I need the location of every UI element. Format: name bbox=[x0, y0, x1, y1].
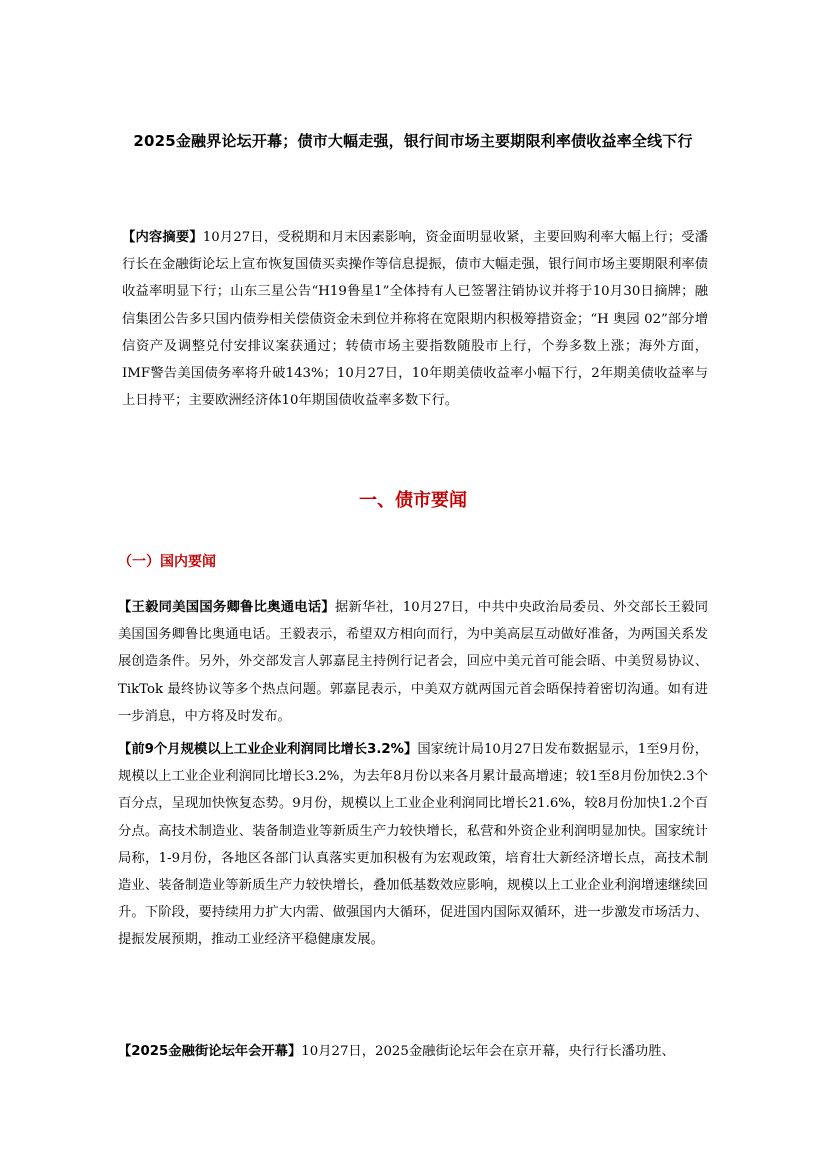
news-item bbox=[118, 594, 708, 730]
abstract-label: 【内容摘要】 bbox=[122, 230, 203, 245]
subsection-heading: （一）国内要闻 bbox=[118, 554, 216, 570]
news-headline: 【2025金融街论坛年会开幕】 bbox=[118, 1044, 302, 1059]
news-item bbox=[118, 736, 708, 954]
document-title: 2025金融界论坛开幕；债市大幅走强，银行间市场主要期限利率债收益率全线下行 bbox=[133, 132, 693, 150]
news-body: 10月27日，2025金融街论坛年会在京开幕，央行行长潘功胜、 bbox=[301, 1044, 675, 1059]
news-headline: 【王毅同美国国务卿鲁比奥通电话】 bbox=[118, 600, 335, 615]
abstract-text: 10月27日，受税期和月末因素影响，资金面明显收紧，主要回购利率大幅上行；受潘行长在金融街论坛上宣布恢复国债买卖操作等信息提振，债市大幅走强，银行间市场主要期限利率债收益率明显下行；山东三星公告“H19鲁星1”全体持有人已签署注销协议并将于10月30日摘牌；融信集团公告多只国内债券相关偿债资金未到位并称将在宽限期内积极筹措资金；“H 奥园 02”部分增信资产及调整兑付安排议案获通过；转债市场主要指数随股市上行，个券多数上涨；海外方面，IMF警告美国债务率将升破143%；10月27日，10年期美债收益率小幅下行，2年期美债收益率与上日持平；主要欧洲经济体10年期国债收益率多数下行。 bbox=[122, 230, 708, 409]
news-body: 国家统计局10月27日发布数据显示，1至9月份，规模以上工业企业利润同比增长3.2%，为去年8月份以来各月累计最高增速；较1至8月份加快2.3个百分点，呈现加快恢复态势。9月份，规模以上工业企业利润同比增长21.6%，较8月份加快1.2个百分点。高技术制造业、装备制造业等新质生产力较快增长，私营和外资企业利润明显加快。国家统计局称，1-9月份，各地区各部门认真落实更加积极有为宏观政策，培育壮大新经济增长点，高技术制造业、装备制造业等新质生产力较快增长，叠加低基数效应影响，规模以上工业企业利润增速继续回升。下阶段，要持续用力扩大内需、做强国内大循环，促进国内国际双循环，进一步激发市场活力、提振发展预期，推动工业经济平稳健康发展。 bbox=[118, 742, 708, 948]
news-item bbox=[118, 1038, 708, 1065]
section-heading: 一、债市要闻 bbox=[359, 490, 467, 511]
abstract-paragraph bbox=[122, 224, 708, 414]
news-body: 据新华社，10月27日，中共中央政治局委员、外交部长王毅同美国国务卿鲁比奥通电话。王毅表示，希望双方相向而行，为中美高层互动做好准备，为两国关系发展创造条件。另外，外交部发言人郭嘉昆主持例行记者会，回应中美元首可能会晤、中美贸易协议、TikTok 最终协议等多个热点问题。郭嘉昆表示，中美双方就两国元首会晤保持着密切沟通。如有进一步消息，中方将及时发布。 bbox=[118, 600, 708, 724]
news-headline: 【前9个月规模以上工业企业利润同比增长3.2%】 bbox=[118, 742, 418, 757]
